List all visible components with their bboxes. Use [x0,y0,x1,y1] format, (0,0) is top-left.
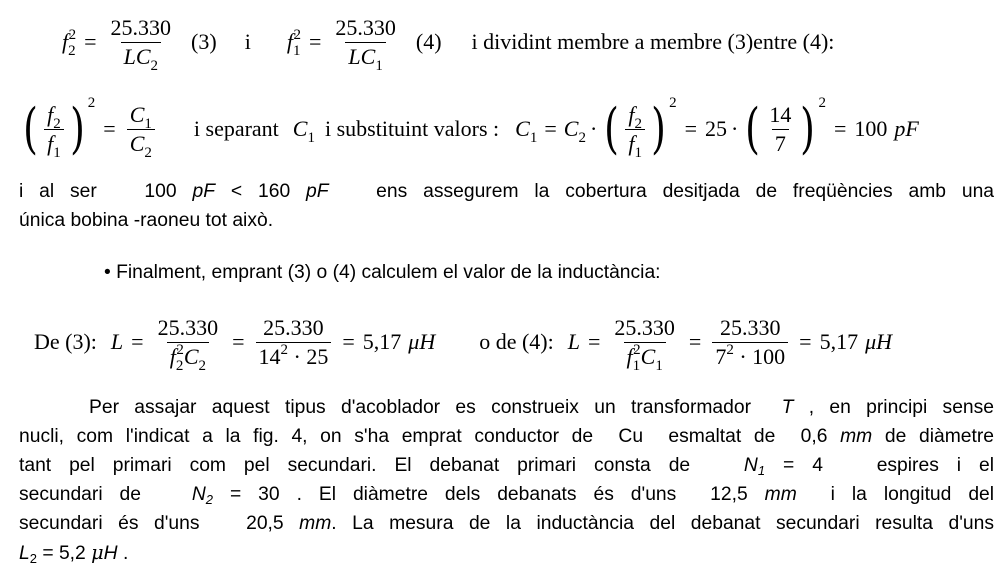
result-value: 5,17 [362,329,402,354]
equation-row-1-text: i dividint membre a membre (3)entre (4): [471,29,835,54]
paragraph-2-line-4 [19,481,994,510]
var-l: L [567,329,580,354]
paragraph-2-line-6 [19,539,994,569]
result-value: 5,17 [819,329,859,354]
sub: 1 [292,43,301,59]
equation-row-2 [20,92,919,166]
numerator: 25.330 [614,314,675,340]
fraction-c1-over-c2 [127,101,155,161]
numerator: 25.330 [719,314,781,340]
text-de-3: De (3): [34,329,97,354]
left-paren: ( [23,97,38,160]
unit-mu: μ [865,329,877,354]
sup: 2 [176,341,184,358]
var-f: f [47,101,54,127]
unit-mm: mm [840,426,873,447]
right-paren: ) [69,97,85,160]
sup: 2 [293,27,301,43]
sub: 2 [53,115,61,132]
var-l: L [110,329,124,354]
text: espires i el [876,455,994,476]
text: nucli, com l'indicat a la fig. 4, on s'ha emprat conductor de [19,426,594,447]
fraction-f2-over-f1 [44,101,64,161]
unit-pf: pF [306,181,329,202]
paragraph-2-line-3 [19,452,994,481]
equals-sign: = [103,116,116,141]
sub: 2 [578,130,586,146]
unit-mu: μ [91,541,104,564]
sup: 2 [68,27,77,43]
var-f: f [626,343,633,369]
value-n2: = 30 [229,484,280,505]
text-o-de-4: o de (4): [479,329,554,354]
sub: 2 [175,357,184,374]
sub: 1 [632,357,641,374]
fraction-25330-over-7sq-100 [712,314,788,369]
value-7: 7 [715,343,727,369]
text: . La mesura de la inductància del debanat secundari resulta d'uns [331,513,995,534]
text: . El diàmetre dels debanats és d'uns [296,484,677,505]
text: secundari de [19,484,141,505]
denominator [345,42,385,74]
unit-h: H [419,329,436,354]
unit-mm: mm [299,513,332,534]
fraction-14-over-7 [766,101,794,156]
sub: 2 [205,492,213,507]
var-f: f [62,29,69,54]
text-substituint: i substituint valors : [324,116,500,141]
unit-pf: pF [894,116,919,141]
sub: 1 [144,115,152,132]
var-f: f [628,130,635,156]
denominator: 7 [772,129,789,155]
sup: 2 [818,94,826,111]
equation-label-4: (4) [415,29,442,54]
text: única bobina -raoneu tot això. [19,210,274,231]
value-100: 100 [144,181,177,202]
text: · 25 [293,343,329,369]
left-paren: ( [745,97,761,160]
sub: 1 [375,57,383,74]
unit-h: H [876,329,893,354]
equals-sign: = [544,116,557,141]
fraction-25330-over-14sq-25 [256,314,332,369]
formula-f1-squared [286,27,301,59]
bullet-text: Finalment, emprant (3) o (4) calculem el valor de la inductància: [116,262,661,283]
conjunction: i [244,29,251,54]
paragraph-1-line-1 [19,178,994,206]
numerator: 25.330 [263,314,324,340]
sub: 2 [198,357,206,374]
value-25: 25 [705,116,727,141]
right-paren: ) [800,97,816,160]
period: . [122,543,129,564]
sup: 2 [633,341,641,358]
numerator: 25.330 [110,14,172,40]
sub: 1 [757,463,766,478]
sub: 1 [655,357,663,374]
sub: 2 [144,144,152,161]
var-c: C [292,116,308,141]
text: ens assegurem la cobertura desitjada de freqüències amb una [376,181,995,202]
text: de diàmetre [884,426,994,447]
left-paren: ( [604,97,620,160]
paragraph-1-line-2 [19,207,994,235]
symbol-n: N [743,455,758,476]
dot-operator: · [589,116,598,141]
sup: 2 [726,341,734,358]
result-value: 100 [854,116,888,141]
var-f: f [47,130,54,156]
bullet-item [104,262,661,284]
numerator: 25.330 [157,314,219,340]
fraction-25330-over-lc1 [332,14,399,74]
sub: 1 [53,144,61,161]
value-20-5: 20,5 [246,513,284,534]
paragraph-2-line-2 [19,423,994,451]
dot-operator: · [731,116,739,141]
unit-mm: mm [764,484,797,505]
equals-sign: = [684,116,697,141]
text: Per assajar aquest tipus d'acoblador es construeix un transformador [89,397,752,418]
text: secundari és d'uns [19,513,200,534]
fraction-f2-over-f1 [625,101,645,161]
text: esmaltat de [668,426,776,447]
var-c: C [640,343,656,369]
text-separant: i separant [193,116,279,141]
symbol-l: L [19,543,30,564]
equals-sign: = [84,29,97,54]
var-f: f [169,343,176,369]
symbol-n: N [191,484,206,505]
right-paren: ) [651,97,666,160]
paragraph-2-line-5 [19,510,994,538]
sup: 2 [87,94,96,111]
equals-sign: = [833,116,847,141]
sub: 1 [529,130,538,146]
sub: 1 [634,144,642,161]
sup: 2 [280,341,289,358]
bullet-icon: • [104,262,111,283]
var-c: C [515,116,530,141]
var-c: C [129,101,145,127]
sub: 1 [307,130,315,146]
numerator: 25.330 [335,14,396,40]
var-f: f [286,29,293,54]
fraction-25330-over-lc2 [108,14,175,74]
text: , en principi sense [808,397,995,418]
var-lc: LC [123,43,151,69]
unit-mu: μ [408,329,420,354]
sup: 2 [669,94,677,111]
var-c: C [563,116,579,141]
less-than: < [230,181,243,202]
fraction-25330-over-f1sq-c1 [611,314,678,374]
sub: 2 [634,115,642,132]
equation-label-3: (3) [191,29,217,54]
formula-f2-squared [62,27,77,59]
value-n1: = 4 [783,455,823,476]
var-lc: LC [348,43,376,69]
var-c: C [183,343,199,369]
text: i al ser [19,181,97,202]
equation-row-1 [62,12,834,72]
fraction-25330-over-f2sq-c2 [155,314,222,374]
unit-pf: pF [192,181,215,202]
paragraph-2-line-1 [19,394,994,422]
numerator: 14 [769,101,792,127]
equation-row-3: De (3): L = $\frac{25.330}{f_2^2C_2}$ = $\frac{25.330}{14^2 \cdot 25}$ = 5,17 μ H o de (4): L = $\frac{25.330}{f_1^2C_1}$ = $\frac{25.330}{7^2 \cdot 100}$ = 5,17 μ H [34,314,893,374]
value-0-6: 0,6 [800,426,828,447]
value-14: 14 [258,343,281,369]
var-c: C [129,130,145,156]
text: · 100 [739,343,786,369]
symbol-t: T [781,397,794,418]
unit-h: H [103,543,118,564]
value-160: 160 [258,181,291,202]
symbol-cu: Cu [618,426,644,447]
sub: 2 [29,551,37,566]
value-l2: = 5,2 [42,543,86,564]
value-12-5: 12,5 [710,484,748,505]
denominator [121,42,161,74]
sub: 2 [150,57,158,74]
text: tant pel primari com pel secundari. El debanat primari consta de [19,455,691,476]
var-f: f [628,101,635,127]
text: i la longitud del [830,484,995,505]
sub: 2 [68,43,76,59]
equals-sign: = [308,29,322,54]
